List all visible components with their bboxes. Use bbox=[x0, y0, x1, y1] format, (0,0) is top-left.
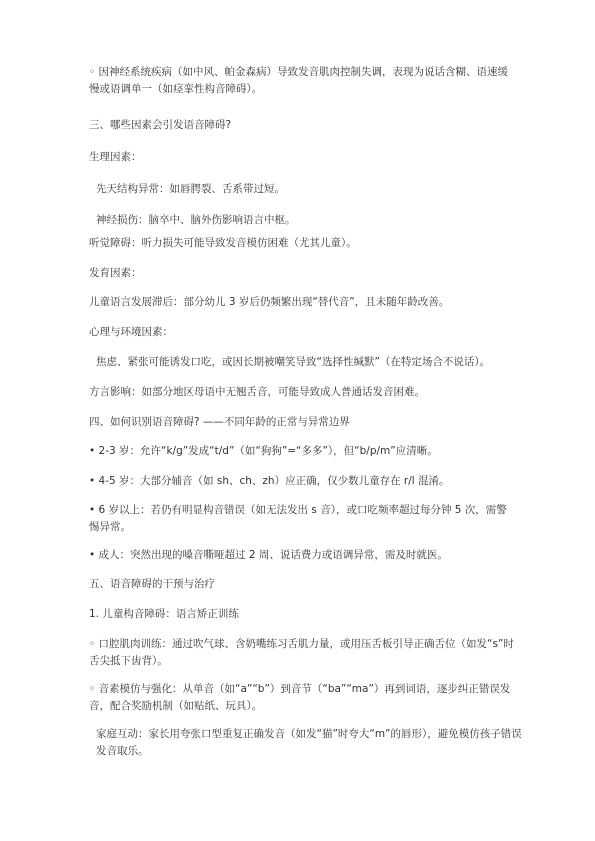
paragraph-anxiety: 焦虑、紧张可能诱发口吃，或因长期被嘲笑导致“选择性缄默”（在特定场合不说话）。 bbox=[96, 356, 491, 368]
bullet-age-2-3: • 2-3 岁：允许“k/g”发成“t/d”（如“狗狗”=“多多”），但“b/p/m”应清晰。 bbox=[89, 445, 438, 457]
section-heading-treatment: 五、语音障碍的干预与治疗 bbox=[89, 578, 215, 590]
bullet-age-6-plus: • 6 岁以上：若仍有明显构音错误（如无法发出 s 音），或口吃频率超过每分钟 5 次，需警惕异常。 bbox=[89, 504, 507, 533]
paragraph-dysarthria-note: ◦ 因神经系统疾病（如中风、帕金森病）导致发音肌肉控制失调，表现为说话含糊、语速缓慢或语调单一（如痉挛性构音障碍）。 bbox=[89, 66, 509, 95]
paragraph-congenital: 先天结构异常：如唇腭裂、舌系带过短。 bbox=[96, 183, 285, 195]
subheading-physiological: 生理因素： bbox=[89, 151, 142, 163]
paragraph-dialect: 方言影响：如部分地区母语中无翘舌音，可能导致成人普通话发音困难。 bbox=[89, 386, 425, 398]
section-heading-identify: 四、如何识别语音障碍? ——不同年龄的正常与异常边界 bbox=[89, 416, 350, 428]
paragraph-family-interaction: 家庭互动：家长用夸张口型重复正确发音（如发“猫”时夸大“m”的唇形），避免模仿孩子错误发音取乐。 bbox=[96, 728, 522, 757]
paragraph-neural-damage: 神经损伤：脑卒中、脑外伤影响语言中枢。 bbox=[96, 214, 296, 226]
bullet-age-4-5: • 4-5 岁：大部分辅音（如 sh、ch、zh）应正确，仅少数儿童存在 r/l 混淆。 bbox=[89, 475, 450, 487]
paragraph-hearing: 听觉障碍：听力损失可能导致发音模仿困难（尤其儿童）。 bbox=[89, 237, 357, 249]
paragraph-phoneme-imitation: ◦ 音素模仿与强化：从单音（如“a”“b”）到音节（“ba”“ma”）再到词语，逐步纠正错误发音，配合奖励机制（如贴纸、玩具）。 bbox=[89, 683, 511, 712]
subheading-child-articulation: 1. 儿童构音障碍：语言矫正训练 bbox=[89, 608, 239, 620]
paragraph-language-delay: 儿童语言发展滞后：部分幼儿 3 岁后仍频繁出现“替代音”，且未随年龄改善。 bbox=[89, 296, 450, 308]
section-heading-causes: 三、哪些因素会引发语音障碍? bbox=[89, 119, 232, 131]
paragraph-oral-muscle: ◦ 口腔肌肉训练：通过吹气球、含奶嘴练习舌肌力量，或用压舌板引导正确舌位（如发“s”时舌尖抵下齿背）。 bbox=[89, 638, 514, 667]
bullet-adult: • 成人：突然出现的嗓音嘶哑超过 2 周、说话费力或语调异常，需及时就医。 bbox=[89, 549, 448, 561]
subheading-psychological: 心理与环境因素： bbox=[89, 326, 173, 338]
subheading-developmental: 发育因素： bbox=[89, 267, 142, 279]
